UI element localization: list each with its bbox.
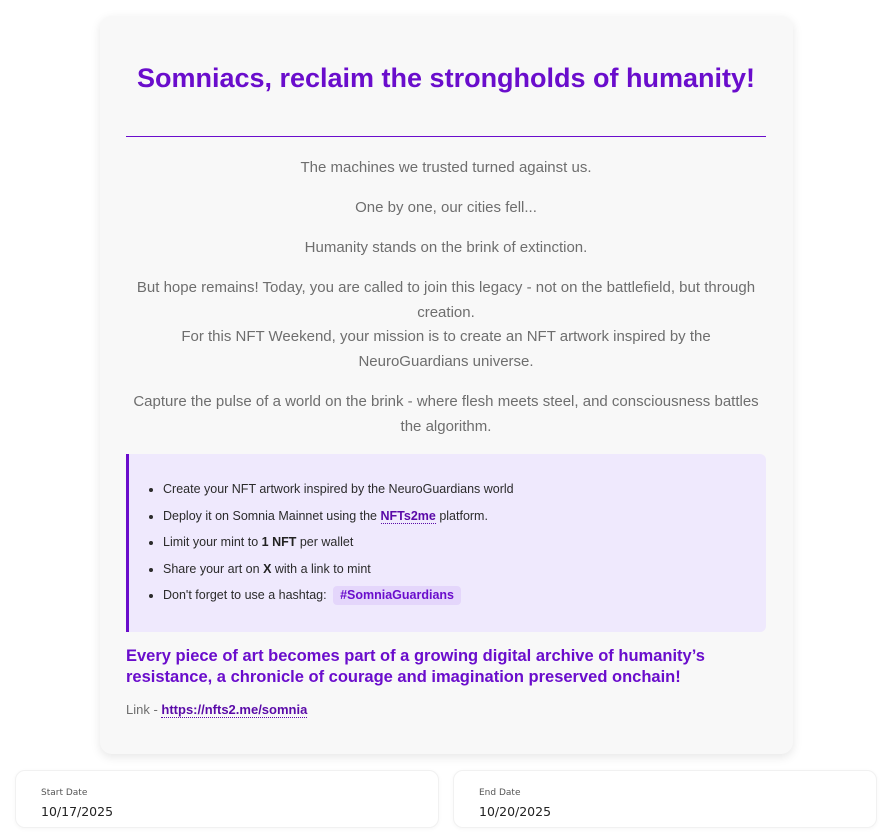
intro-paragraph: One by one, our cities fell...: [355, 199, 537, 216]
list-item: • Create your NFT artwork inspired by the NeuroGuardians world: [163, 476, 514, 503]
task-list-box: [126, 454, 766, 632]
intro-paragraph: Capture the pulse of a world on the brink - where flesh meets steel, and consciousness battles the algorithm.: [133, 393, 759, 435]
hashtag-badge: #SomniaGuardians: [333, 586, 461, 605]
intro-paragraph: For this NFT Weekend, your mission is to create an NFT artwork inspired by the NeuroGuardians universe.: [181, 328, 711, 370]
intro-paragraph: The machines we trusted turned against us.: [300, 159, 592, 176]
nfts2me-link[interactable]: NFTs2me: [380, 508, 436, 523]
list-item: • Don't forget to use a hashtag: #SomniaGuardians: [163, 582, 514, 609]
start-date-card: [15, 770, 439, 828]
end-date-card: [453, 770, 877, 828]
page-title: Somniacs, reclaim the strongholds of humanity!: [136, 63, 756, 93]
end-date-value: 10/20/2025: [479, 804, 552, 819]
outro-heading: Every piece of art becomes part of a growing digital archive of humanity’s resistance, a chronicle of courage and imagination preserved onchain!: [126, 647, 705, 686]
task-list: [163, 476, 514, 609]
end-date-label: End Date: [479, 788, 521, 798]
list-item: • Deploy it on Somnia Mainnet using the NFTs2me platform.: [163, 503, 514, 530]
list-item: • Limit your mint to 1 NFT per wallet: [163, 529, 514, 556]
title-divider: [126, 136, 766, 137]
mint-link-line: Link - https://nfts2.me/somnia: [126, 702, 308, 717]
intro-paragraph: Humanity stands on the brink of extinction.: [304, 239, 588, 256]
list-item: • Share your art on X with a link to mint: [163, 556, 514, 583]
start-date-value: 10/17/2025: [41, 804, 114, 819]
start-date-label: Start Date: [41, 788, 88, 798]
mission-card: [100, 16, 793, 754]
mint-link[interactable]: https://nfts2.me/somnia: [161, 702, 308, 717]
intro-paragraph: But hope remains! Today, you are called to join this legacy - not on the battlefield, but through creation.: [136, 279, 756, 321]
